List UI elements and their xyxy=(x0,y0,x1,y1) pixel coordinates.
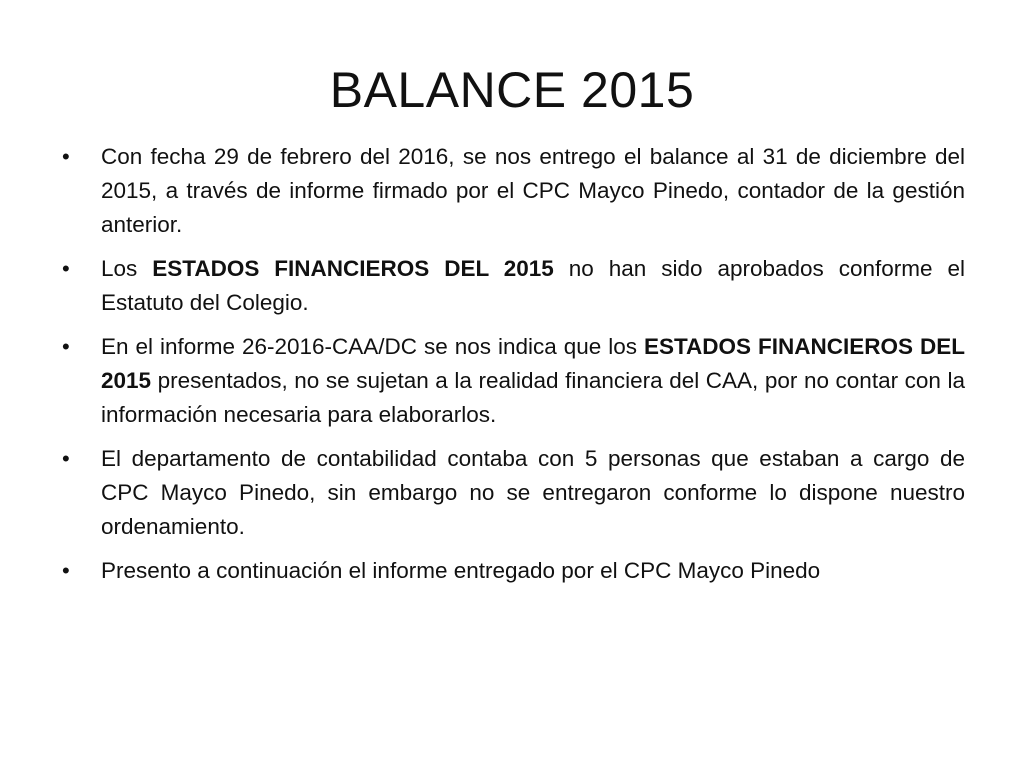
bullet-item xyxy=(62,140,965,242)
bullet-point-icon: • xyxy=(62,256,70,281)
bullet-item xyxy=(62,252,965,320)
bullet-text: En el informe 26-2016-CAA/DC se nos indica que los ESTADOS FINANCIEROS DEL 2015 presentados, no se sujetan a la realidad financiera del CAA, por no contar con la información necesaria para elaborarlos. xyxy=(101,334,966,427)
bullet-text: El departamento de contabilidad contaba con 5 personas que estaban a cargo de CPC Mayco Pinedo, sin embargo no se entregaron conforme lo dispone nuestro ordenamiento. xyxy=(101,446,965,539)
bullet-text: Los ESTADOS FINANCIEROS DEL 2015 no han sido aprobados conforme el Estatuto del Colegio. xyxy=(101,256,965,315)
slide-title: BALANCE 2015 xyxy=(329,62,695,118)
bullet-list xyxy=(62,140,965,598)
bullet-point-icon: • xyxy=(62,558,70,583)
bullet-text: Presento a continuación el informe entregado por el CPC Mayco Pinedo xyxy=(101,558,821,583)
bullet-text: Con fecha 29 de febrero del 2016, se nos entrego el balance al 31 de diciembre del 2015, a través de informe firmado por el CPC Mayco Pinedo, contador de la gestión anterior. xyxy=(101,144,965,237)
bullet-point-icon: • xyxy=(62,334,70,359)
bullet-point-icon: • xyxy=(62,446,70,471)
bullet-item xyxy=(62,554,965,588)
bullet-item xyxy=(62,442,965,544)
bullet-item xyxy=(62,330,965,432)
bullet-point-icon: • xyxy=(62,144,70,169)
